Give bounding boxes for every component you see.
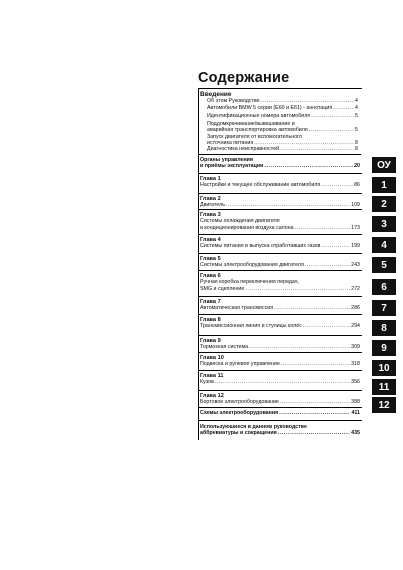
chapter-tab[interactable]: 1 (372, 177, 396, 193)
sections-frame (198, 155, 361, 440)
entry-text: SMG и сцепление (200, 285, 245, 292)
dot-leader (261, 98, 354, 104)
chapter-label: Глава 5 (200, 256, 221, 262)
page-number: 286 (351, 305, 360, 312)
entry-text: Системы электрооборудования двигателя (200, 262, 304, 269)
entry-text: Идентификационные номера автомобиля (207, 113, 311, 119)
page-number: 272 (351, 285, 360, 292)
page-number: 411 (351, 410, 360, 416)
entry-text: Кузов (200, 379, 214, 386)
dot-leader (280, 146, 354, 152)
page-number: 4 (355, 98, 358, 104)
chapter-tab[interactable]: 8 (372, 320, 396, 336)
page-number: 388 (351, 399, 360, 406)
intro-entry (207, 98, 358, 104)
page-number: 199 (351, 243, 360, 250)
entry-text: Двигатель (200, 202, 225, 209)
entry-text: Бортовое электрооборудование (200, 399, 279, 406)
chapter-label: Глава 2 (200, 196, 221, 202)
page-number: 4 (355, 105, 358, 111)
entry-text: Настройки и текущее обслуживание автомобиля (200, 182, 321, 189)
page-number: 20 (354, 163, 360, 170)
entry-text: Органы управления (200, 157, 254, 163)
page-number: 173 (351, 224, 360, 231)
intro-entry (207, 146, 358, 152)
chapter-label: Глава 9 (200, 338, 221, 344)
chapter-tab[interactable]: 4 (372, 237, 396, 253)
page-title: Содержание (198, 70, 290, 86)
chapter-tab[interactable]: 12 (372, 397, 396, 413)
page-number: 5 (355, 127, 358, 134)
entry-text: Автомобили BMW 5 серии (E60 и E61) - аннотация (207, 105, 333, 111)
intro-entry (207, 105, 358, 111)
chapter-label: Глава 3 (200, 212, 221, 218)
page-number: 356 (351, 379, 360, 386)
entry-text: Диагностика неисправностей (207, 146, 280, 152)
page-number: 8 (355, 146, 358, 152)
entry-text: Запуск двигателя от вспомогательного (207, 134, 302, 140)
entry-text: Используюшиеся в данном руководстве (200, 424, 307, 430)
entry-text: и кондиционирования воздуха салона (200, 224, 294, 231)
page-number: 435 (351, 430, 360, 437)
entry-text: Системы питания и выпуска отработавших газов (200, 243, 321, 250)
entry-text: и приёмы эксплуатации (200, 163, 264, 170)
entry-text: Поддомкрачивание/вывешивание и (207, 121, 295, 127)
page-number: 243 (351, 262, 360, 269)
chapter-label: Глава 4 (200, 237, 221, 243)
chapter-label: Глава 6 (200, 273, 221, 279)
chapter-tab[interactable]: 5 (372, 257, 396, 273)
chapter-tab[interactable]: 2 (372, 196, 396, 212)
page-number: 309 (351, 344, 360, 351)
entry-text: Тормозная система (200, 344, 249, 351)
entry-text: аварийная транспортировка автомобиля (207, 127, 308, 134)
entry-text: аббревиатуры и сокращения (200, 430, 277, 437)
intro-entry (207, 134, 358, 147)
entry-text: Об этом Руководстве (207, 98, 260, 104)
chapter-label: Глава 8 (200, 317, 221, 323)
intro-entry (207, 121, 358, 134)
chapter-tab[interactable]: 10 (372, 360, 396, 376)
chapter-tab[interactable]: 7 (372, 300, 396, 316)
chapter-label: Глава 11 (200, 373, 224, 379)
entry-text: Ручная коробка переключения передач, (200, 279, 299, 286)
dot-leader (309, 127, 354, 133)
entry-text: Схемы электрооборудования (200, 410, 279, 416)
entry-text: Системы охлаждения двигателя (200, 218, 280, 225)
entry-text: Трансмиссионная линия и ступицы колёс (200, 323, 302, 330)
chapter-tab[interactable]: 6 (372, 279, 396, 295)
page-number: 5 (355, 113, 358, 119)
chapter-label: Глава 7 (200, 299, 221, 305)
page-number: 86 (354, 182, 360, 189)
intro-heading: Введение (200, 91, 232, 98)
chapter-tab[interactable]: 3 (372, 216, 396, 232)
page-number: 109 (351, 202, 360, 209)
chapter-tab[interactable]: 9 (372, 340, 396, 356)
entry-text: Автоматическая трансмиссия (200, 305, 274, 312)
chapter-tab[interactable]: ОУ (372, 157, 396, 173)
entry-text: источника питания (207, 140, 254, 147)
page-number: 294 (351, 323, 360, 330)
chapter-tab[interactable]: 11 (372, 379, 396, 395)
page-number: 318 (351, 361, 360, 368)
dot-leader (333, 105, 354, 111)
intro-entry (207, 113, 358, 119)
page-number: 8 (355, 140, 358, 147)
chapter-label: Глава 10 (200, 355, 224, 361)
entry-text: Подвеска и рулевое управление (200, 361, 280, 368)
dot-leader (311, 113, 354, 119)
chapter-label: Глава 1 (200, 176, 221, 182)
chapter-label: Глава 12 (200, 393, 224, 399)
